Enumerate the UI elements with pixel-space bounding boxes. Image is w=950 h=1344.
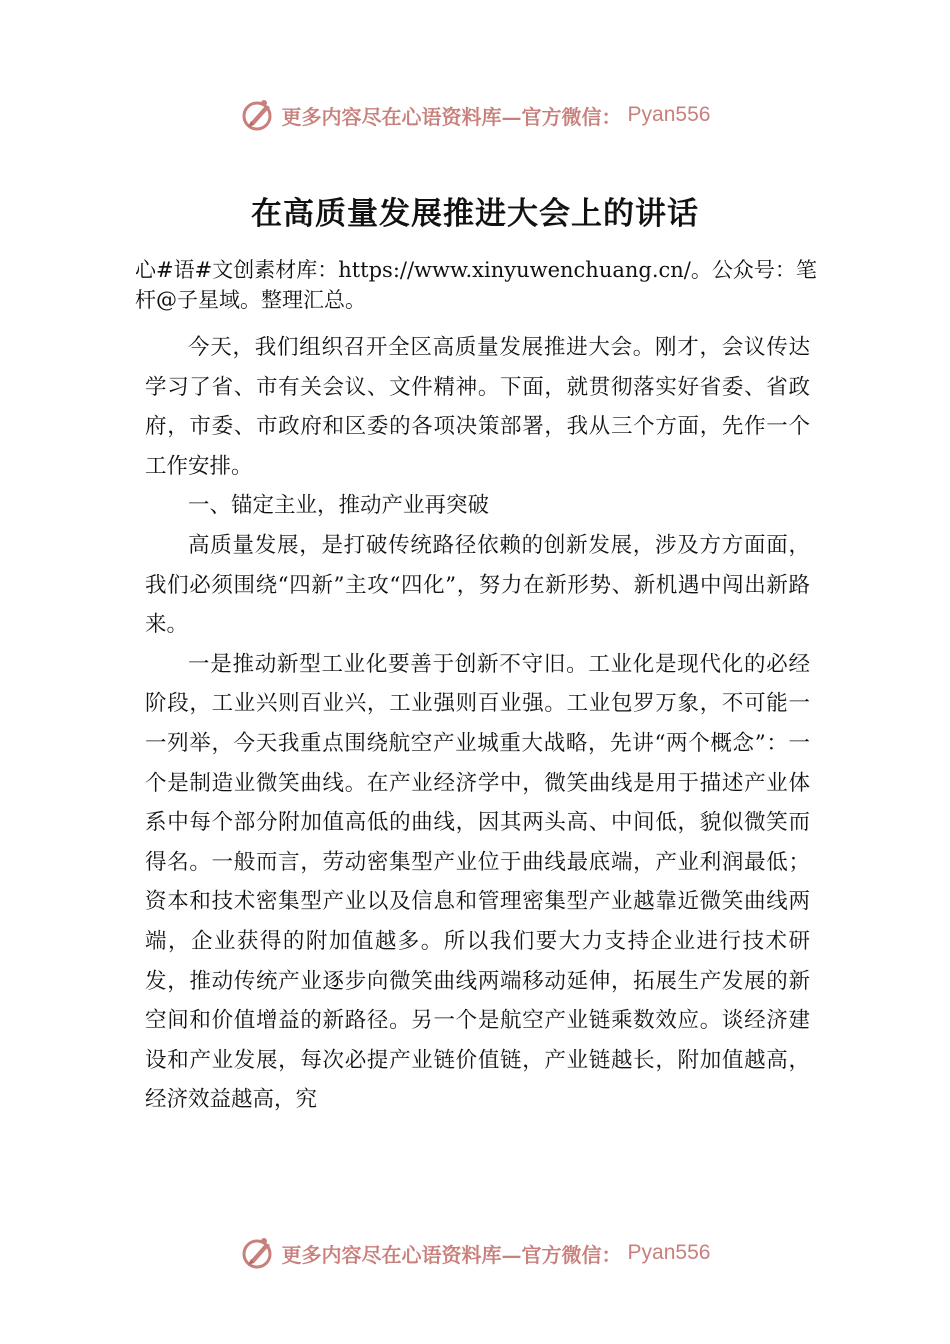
banner-text: 更多内容尽在心语资料库—官方微信： — [281, 104, 622, 129]
source-line: 心#语#文创素材库：https://www.xinyuwenchuang.cn/。公众号：笔杆@子星域。整理汇总。 — [135, 258, 817, 312]
footer-banner — [0, 1233, 950, 1273]
pen-logo-icon — [240, 1235, 276, 1271]
section-heading: 一、锚定主业，推动产业再突破 — [188, 493, 490, 519]
document-body — [145, 328, 810, 1120]
header-banner — [0, 95, 950, 135]
pen-logo-icon — [240, 97, 276, 133]
paragraph-intro: 今天，我们组织召开全区高质量发展推进大会。刚才，会议传达学习了省、市有关会议、文件精神。下面，就贯彻落实好省委、省政府，市委、市政府和区委的各项决策部署，我从三个方面，先作一个工作安排。 — [145, 335, 810, 479]
banner-text: 更多内容尽在心语资料库—官方微信： — [281, 1242, 622, 1267]
paragraph: 一是推动新型工业化要善于创新不守旧。工业化是现代化的必经阶段，工业兴则百业兴，工业强则百业强。工业包罗万象，不可能一一列举，今天我重点围绕航空产业城重大战略，先讲“两个概念”：一个是制造业微笑曲线。在产业经济学中，微笑曲线是用于描述产业体系中每个部分附加值高低的曲线，因其两头高、中间低，貌似微笑而得名。一般而言，劳动密集型产业位于曲线最底端，产业利润最低；资本和技术密集型产业以及信息和管理密集型产业越靠近微笑曲线两端，企业获得的附加值越多。所以我们要大力支持企业进行技术研发，推动传统产业逐步向微笑曲线两端移动延伸，拓展生产发展的新空间和价值增益的新路径。另一个是航空产业链乘数效应。谈经济建设和产业发展，每次必提产业链价值链，产业链越长，附加值越高，经济效益越高，究 — [145, 651, 810, 1113]
banner-wechat-id: Pyan556 — [627, 1241, 711, 1264]
document-title: 在高质量发展推进大会上的讲话 — [251, 196, 699, 232]
banner-wechat-id: Pyan556 — [627, 103, 711, 126]
paragraph: 高质量发展，是打破传统路径依赖的创新发展，涉及方方面面，我们必须围绕“四新”主攻“四化”，努力在新形势、新机遇中闯出新路来。 — [145, 532, 810, 638]
